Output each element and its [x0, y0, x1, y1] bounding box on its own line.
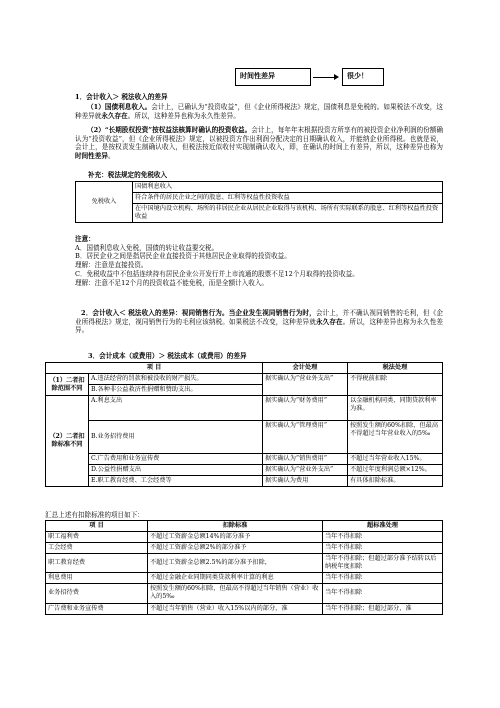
cost-item: A.利息支出 — [89, 396, 263, 421]
accounting-treatment: 据实确认为“管理费用” — [263, 421, 348, 454]
cost-item: E.职工教育经费、工会经费等 — [89, 476, 263, 487]
tax-free-row: 符合条件的居民企业之间的股息、红利等权益性投资收益 — [133, 193, 443, 204]
accounting-treatment: 据实确认为费用 — [263, 476, 348, 487]
summary-standard: 按照发生额的60%扣除，但最高不得超过当年销售（营业）收入的5‰ — [148, 584, 323, 603]
summary-standard: 不超过工资薪金总额2.5%的部分准予扣除， — [148, 554, 323, 573]
tax-treatment: 不超过年度利润总额×12%。 — [348, 465, 443, 476]
timing-difference-box: 时间性差异 — [235, 68, 311, 86]
notes-block — [75, 235, 443, 287]
summary-header-excess: 超标准处理 — [323, 521, 443, 532]
diagram-arrow — [313, 77, 336, 78]
notes-title: 注意： — [75, 235, 95, 243]
summary-standard: 不超过当年销售（营业）收入15%以内的部分，准 — [148, 603, 323, 614]
section2-text: 会计上，并不确认视同销售的毛利，但《企业所得税法》规定，视同销售行为的毛利应该纳税。如果税法不改变，这种差异就 — [75, 309, 444, 326]
summary-standard: 不超过金融企业同期同类贷款利率计算的利息 — [148, 573, 323, 584]
summary-standard: 不超过工资薪金总额14%的部分准予 — [148, 532, 323, 543]
section2-para — [75, 309, 443, 335]
note-line: B．居民企业之间是指居民企业直接投资于其他居民企业取得的投资收益。 — [75, 252, 291, 261]
cost-item: B.业务招待费用 — [89, 421, 263, 454]
para2-bold: 时间性差异 — [75, 152, 108, 161]
section3-heading: 3．会计成本（或费用）＞ 税法成本（或费用）的差异 — [88, 352, 247, 360]
summary-header-item: 项 目 — [46, 521, 148, 532]
section1-heading: 1．会计收入＞ 税法收入的差异 — [75, 93, 168, 101]
col-header-tax: 税法处理 — [348, 363, 443, 374]
para1-tail: 。所以，这种差异也称为永久性差异。 — [127, 111, 240, 120]
para1-bold: 永久存在 — [101, 111, 128, 120]
rarely-box: 很少！ — [342, 68, 384, 86]
note-line: C．免税收益中不包括连续持有居民企业公开发行并上市流通的股票不足12个月取得的投资收益。 — [75, 269, 359, 278]
summary-item: 工会经费 — [46, 543, 148, 554]
summary-title: 汇总上述有扣除标准的项目如下： — [45, 511, 144, 519]
para2-tail: 。 — [107, 152, 115, 161]
deduction-summary-table — [45, 520, 443, 615]
tax-free-row: 在中国境内设立机构、场所的非居民企业从居民企业取得与该机构、场所有实际联系的股息、红利等权益性投资收益 — [133, 204, 443, 223]
note-line: A．国债利息收入免税，国债的转让收益要交税。 — [75, 243, 219, 252]
accounting-treatment: 据实确认为“营业外支出” — [263, 465, 348, 476]
cost-difference-table — [45, 362, 443, 487]
summary-excess: 当年不得扣除；但超过部分准予结转以后纳税年度扣除 — [323, 554, 443, 573]
para1-text: 会计上，已确认为“投资收益”，但《企业所得税法》规定，国债利息是免税的。如果税法不改变，这种差异就 — [75, 103, 443, 120]
group-scope-label: （1）二者扣除范围不同 — [46, 374, 89, 396]
diagram-arrowhead — [334, 74, 339, 80]
tax-treatment: 有具体扣除标准。 — [348, 476, 443, 487]
tax-free-row: 国债利息收入 — [133, 182, 443, 193]
tax-treatment: 按照发生额的60%扣除，但最高不得超过当年营业收入的5‰ — [348, 421, 443, 454]
accounting-treatment: 据实确认为“营业外支出” — [263, 374, 348, 396]
summary-item: 职工福利费 — [46, 532, 148, 543]
summary-excess: 当年不得扣除 — [323, 584, 443, 603]
section2-bold: 永久存在 — [315, 317, 343, 326]
cost-item: B.各种非公益救济性捐赠和赞助支出。 — [89, 385, 263, 396]
accounting-treatment: 据实确认为“销售费用” — [263, 454, 348, 465]
note-line: 理解：注意不足12个月的投资收益不能免税，而是全额计入收入。 — [75, 278, 269, 287]
section2-heading: 2．会计收入＜ 税法收入的差异： — [81, 309, 182, 317]
summary-item: 广告费和业务宣传费 — [46, 603, 148, 614]
summary-standard: 不超过工资薪金总额2%的部分准予 — [148, 543, 323, 554]
para2-text: 会计上，每年年末根据投资方所享有的被投资企业净利润的份额确认为“投资收益”，但《企业所得税法》规定，以被投资方作出利润分配决定的日期确认收入，并能纳企业所得税。也就是说，会计上，是按权责发生制确认收入，但税法按近似收付实现制确认收入，即，在确认的时间上有差异，所以，这种差异也称为 — [75, 126, 443, 152]
supplement-title: 补充：税法规定的免税收入 — [88, 171, 168, 179]
accounting-treatment: 据实确认为“财务费用” — [263, 396, 348, 421]
section2-heading-bold: 视同销售行为。当企业发生视同销售行为时， — [181, 309, 316, 317]
tax-treatment: 不超过当年营业收入15%。 — [348, 454, 443, 465]
cost-item: A.违法经营的罚款和被没收的财产损失。 — [89, 374, 263, 385]
section1-para1 — [75, 103, 443, 120]
col-header-item: 项 目 — [46, 363, 263, 374]
summary-excess: 当年不得扣除 — [323, 543, 443, 554]
summary-item: 业务招待费 — [46, 584, 148, 603]
section2-tail: 。所以，这种差异也称为永久性差异。 — [75, 317, 444, 335]
summary-excess: 当年不得扣除；但超过部分，准 — [323, 603, 443, 614]
tax-free-income-table — [75, 181, 443, 223]
summary-excess: 当年不得扣除 — [323, 573, 443, 584]
col-header-accounting: 会计处理 — [263, 363, 348, 374]
para2-head: （2）“长期股权投资”按权益法核算时确认的投资收益。 — [87, 126, 252, 134]
para1-head: （1）国债利息收入。 — [87, 103, 152, 111]
cost-item: C.广告费用和业务宣传费 — [89, 454, 263, 465]
summary-item: 利息费用 — [46, 573, 148, 584]
group-standard-label: （2）二者扣除标准不同 — [46, 396, 89, 487]
section1-para2 — [75, 126, 443, 161]
cost-item: D.公益性捐赠支出 — [89, 465, 263, 476]
summary-excess: 当年不得扣除 — [323, 532, 443, 543]
tax-treatment: 不得税前扣除 — [348, 374, 443, 396]
tax-free-label: 免税收入 — [76, 182, 133, 223]
summary-item: 职工教育经费 — [46, 554, 148, 573]
note-line: 理解：注意是直接投资。 — [75, 261, 148, 270]
tax-treatment: 以金融机构同类、同期贷款利率为准。 — [348, 396, 443, 421]
summary-header-standard: 扣除标准 — [148, 521, 323, 532]
